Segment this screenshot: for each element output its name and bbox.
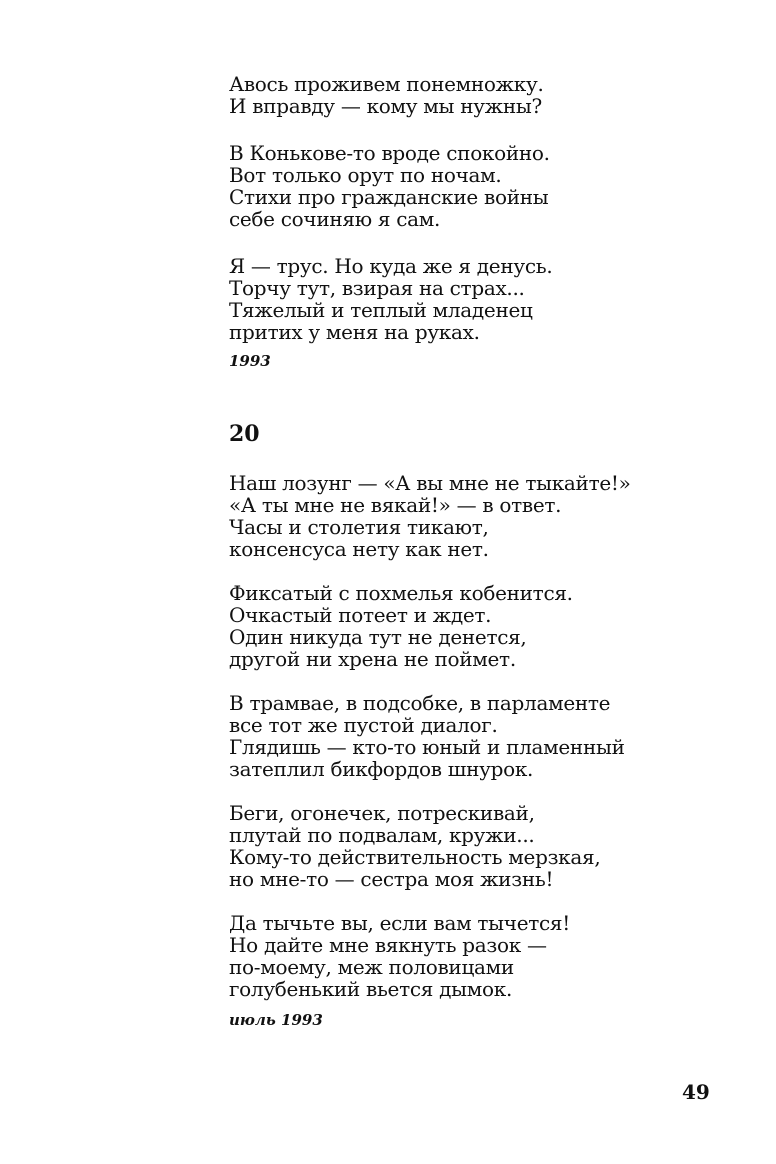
- verse-line: Тяжелый и теплый младенец: [229, 298, 533, 322]
- stanza: [229, 912, 570, 1000]
- poem-date: июль 1993: [229, 1011, 323, 1029]
- verse-line: все тот же пустой диалог.: [229, 713, 498, 737]
- verse-line: притих у меня на руках.: [229, 320, 480, 344]
- stanza: [229, 73, 544, 117]
- verse-line: В Конькове-то вроде спокойно.: [229, 141, 550, 165]
- verse-line: Но дайте мне вякнуть разок —: [229, 933, 547, 957]
- verse-line: Очкастый потеет и ждет.: [229, 603, 492, 627]
- verse-line: Наш лозунг — «А вы мне не тыкайте!»: [229, 471, 631, 495]
- stanza: [229, 692, 625, 780]
- verse-line: по-моему, меж половицами: [229, 955, 514, 979]
- verse-line: голубенький вьется дымок.: [229, 977, 513, 1001]
- poem-number: 20: [229, 421, 260, 447]
- stanza: [229, 255, 552, 343]
- verse-line: Фиксатый с похмелья кобенится.: [229, 581, 573, 605]
- stanza: [229, 582, 573, 670]
- verse-line: но мне-то — сестра моя жизнь!: [229, 867, 554, 891]
- verse-line: Кому-то действительность мерзкая,: [229, 845, 601, 869]
- poem-date: 1993: [229, 352, 271, 370]
- verse-line: В трамвае, в подсобке, в парламенте: [229, 691, 611, 715]
- verse-line: «А ты мне не вякай!» — в ответ.: [229, 493, 562, 517]
- verse-line: себе сочиняю я сам.: [229, 207, 441, 231]
- verse-line: Беги, огонечек, потрескивай,: [229, 801, 535, 825]
- verse-line: другой ни хрена не поймет.: [229, 647, 516, 671]
- verse-line: Авось проживем понемножку.: [229, 72, 544, 96]
- verse-line: консенсуса нету как нет.: [229, 537, 489, 561]
- verse-line: Вот только орут по ночам.: [229, 163, 502, 187]
- verse-line: затеплил бикфордов шнурок.: [229, 757, 534, 781]
- verse-line: плутай по подвалам, кружи...: [229, 823, 535, 847]
- page-number: 49: [682, 1080, 710, 1104]
- verse-line: Торчу тут, взирая на страх...: [229, 276, 525, 300]
- verse-line: Один никуда тут не денется,: [229, 625, 527, 649]
- stanza: [229, 142, 550, 230]
- verse-line: Часы и столетия тикают,: [229, 515, 489, 539]
- stanza: [229, 802, 600, 890]
- verse-line: Стихи про гражданские войны: [229, 185, 549, 209]
- verse-line: И вправду — кому мы нужны?: [229, 94, 542, 118]
- verse-line: Глядишь — кто-то юный и пламенный: [229, 735, 625, 759]
- verse-line: Я — трус. Но куда же я денусь.: [229, 254, 553, 278]
- verse-line: Да тычьте вы, если вам тычется!: [229, 911, 570, 935]
- stanza: [229, 472, 631, 560]
